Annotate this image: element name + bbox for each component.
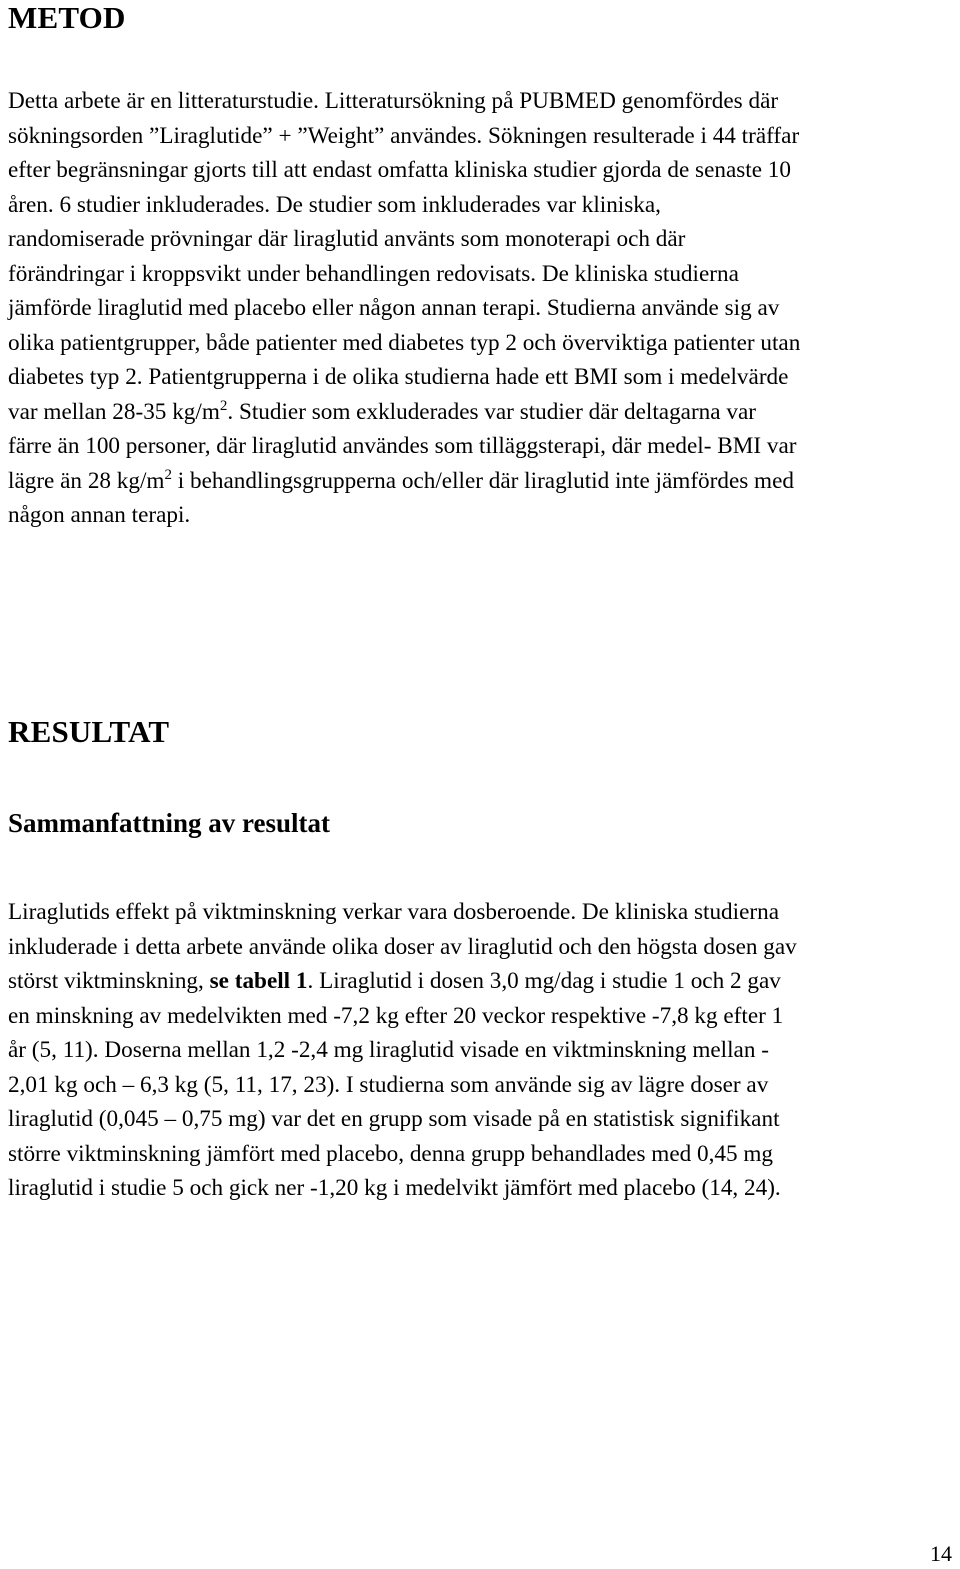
resultat-paragraph	[8, 895, 956, 1206]
text-line: någon annan terapi.	[8, 502, 191, 528]
text-line: större viktminskning jämfört med placebo, denna grupp behandlades med 0,45 mg	[8, 1140, 774, 1167]
text-line: Detta arbete är en litteraturstudie. Litteratursökning på PUBMED genomfördes där	[8, 88, 779, 114]
text-line: förändringar i kroppsvikt under behandlingen redovisats. De kliniska studierna	[8, 260, 739, 287]
text-line: år (5, 11). Doserna mellan 1,2 -2,4 mg liraglutid visade en viktminskning mellan -	[8, 1037, 769, 1063]
resultat-subheading: Sammanfattning av resultat	[8, 808, 331, 838]
text-line: randomiserade prövningar där liraglutid använts som monoterapi och där	[8, 226, 686, 252]
resultat-heading: RESULTAT	[8, 714, 170, 749]
text-line: Liraglutids effekt på viktminskning verkar vara dosberoende. De kliniska studierna	[8, 899, 779, 925]
text-fragment: lägre än 28 kg/m	[8, 467, 165, 494]
text-line: 2,01 kg och – 6,3 kg (5, 11, 17, 23). I studierna som använde sig av lägre doser av	[8, 1071, 769, 1098]
text-fragment: . Liraglutid i dosen 3,0 mg/dag i studie 1 och 2 gav	[307, 968, 781, 994]
page-number: 14	[930, 1541, 952, 1566]
table-reference: se tabell 1	[209, 968, 308, 994]
text-line	[8, 395, 956, 430]
text-line: jämförde liraglutid med placebo eller någon annan terapi. Studierna använde sig av	[8, 295, 780, 321]
text-line: liraglutid i studie 5 och gick ner -1,20 kg i medelvikt jämfört med placebo (14, 24).	[8, 1175, 781, 1201]
text-line: sökningsorden ”Liraglutide” + ”Weight” användes. Sökningen resulterade i 44 träffar	[8, 122, 800, 149]
text-line: en minskning av medelvikten med -7,2 kg efter 20 veckor respektive -7,8 kg efter 1	[8, 1002, 784, 1029]
superscript: 2	[219, 397, 228, 414]
text-line: åren. 6 studier inkluderades. De studier som inkluderades var kliniska,	[8, 191, 661, 218]
text-line: olika patientgrupper, både patienter med diabetes typ 2 och överviktiga patienter utan	[8, 329, 801, 356]
text-line: färre än 100 personer, där liraglutid användes som tilläggsterapi, där medel- BMI var	[8, 433, 797, 459]
metod-heading: METOD	[8, 0, 126, 35]
text-line: inkluderade i detta arbete använde olika doser av liraglutid och den högsta dosen gav	[8, 933, 797, 960]
text-line: liraglutid (0,045 – 0,75 mg) var det en grupp som visade på en statistisk signifikant	[8, 1106, 780, 1132]
text-fragment: störst viktminskning,	[8, 968, 210, 994]
metod-paragraph	[8, 84, 956, 533]
text-fragment: var mellan 28-35 kg/m	[8, 398, 220, 425]
text-fragment: . Studier som exkluderades var studier där deltagarna var	[227, 398, 756, 425]
text-fragment: i behandlingsgrupperna och/eller där liraglutid inte jämfördes med	[171, 467, 794, 494]
text-line: efter begränsningar gjorts till att endast omfatta kliniska studier gjorda de senaste 10	[8, 157, 791, 183]
text-line: diabetes typ 2. Patientgrupperna i de olika studierna hade ett BMI som i medelvärde	[8, 364, 789, 390]
superscript: 2	[164, 466, 172, 483]
text-line	[8, 964, 956, 999]
text-line	[8, 464, 956, 499]
